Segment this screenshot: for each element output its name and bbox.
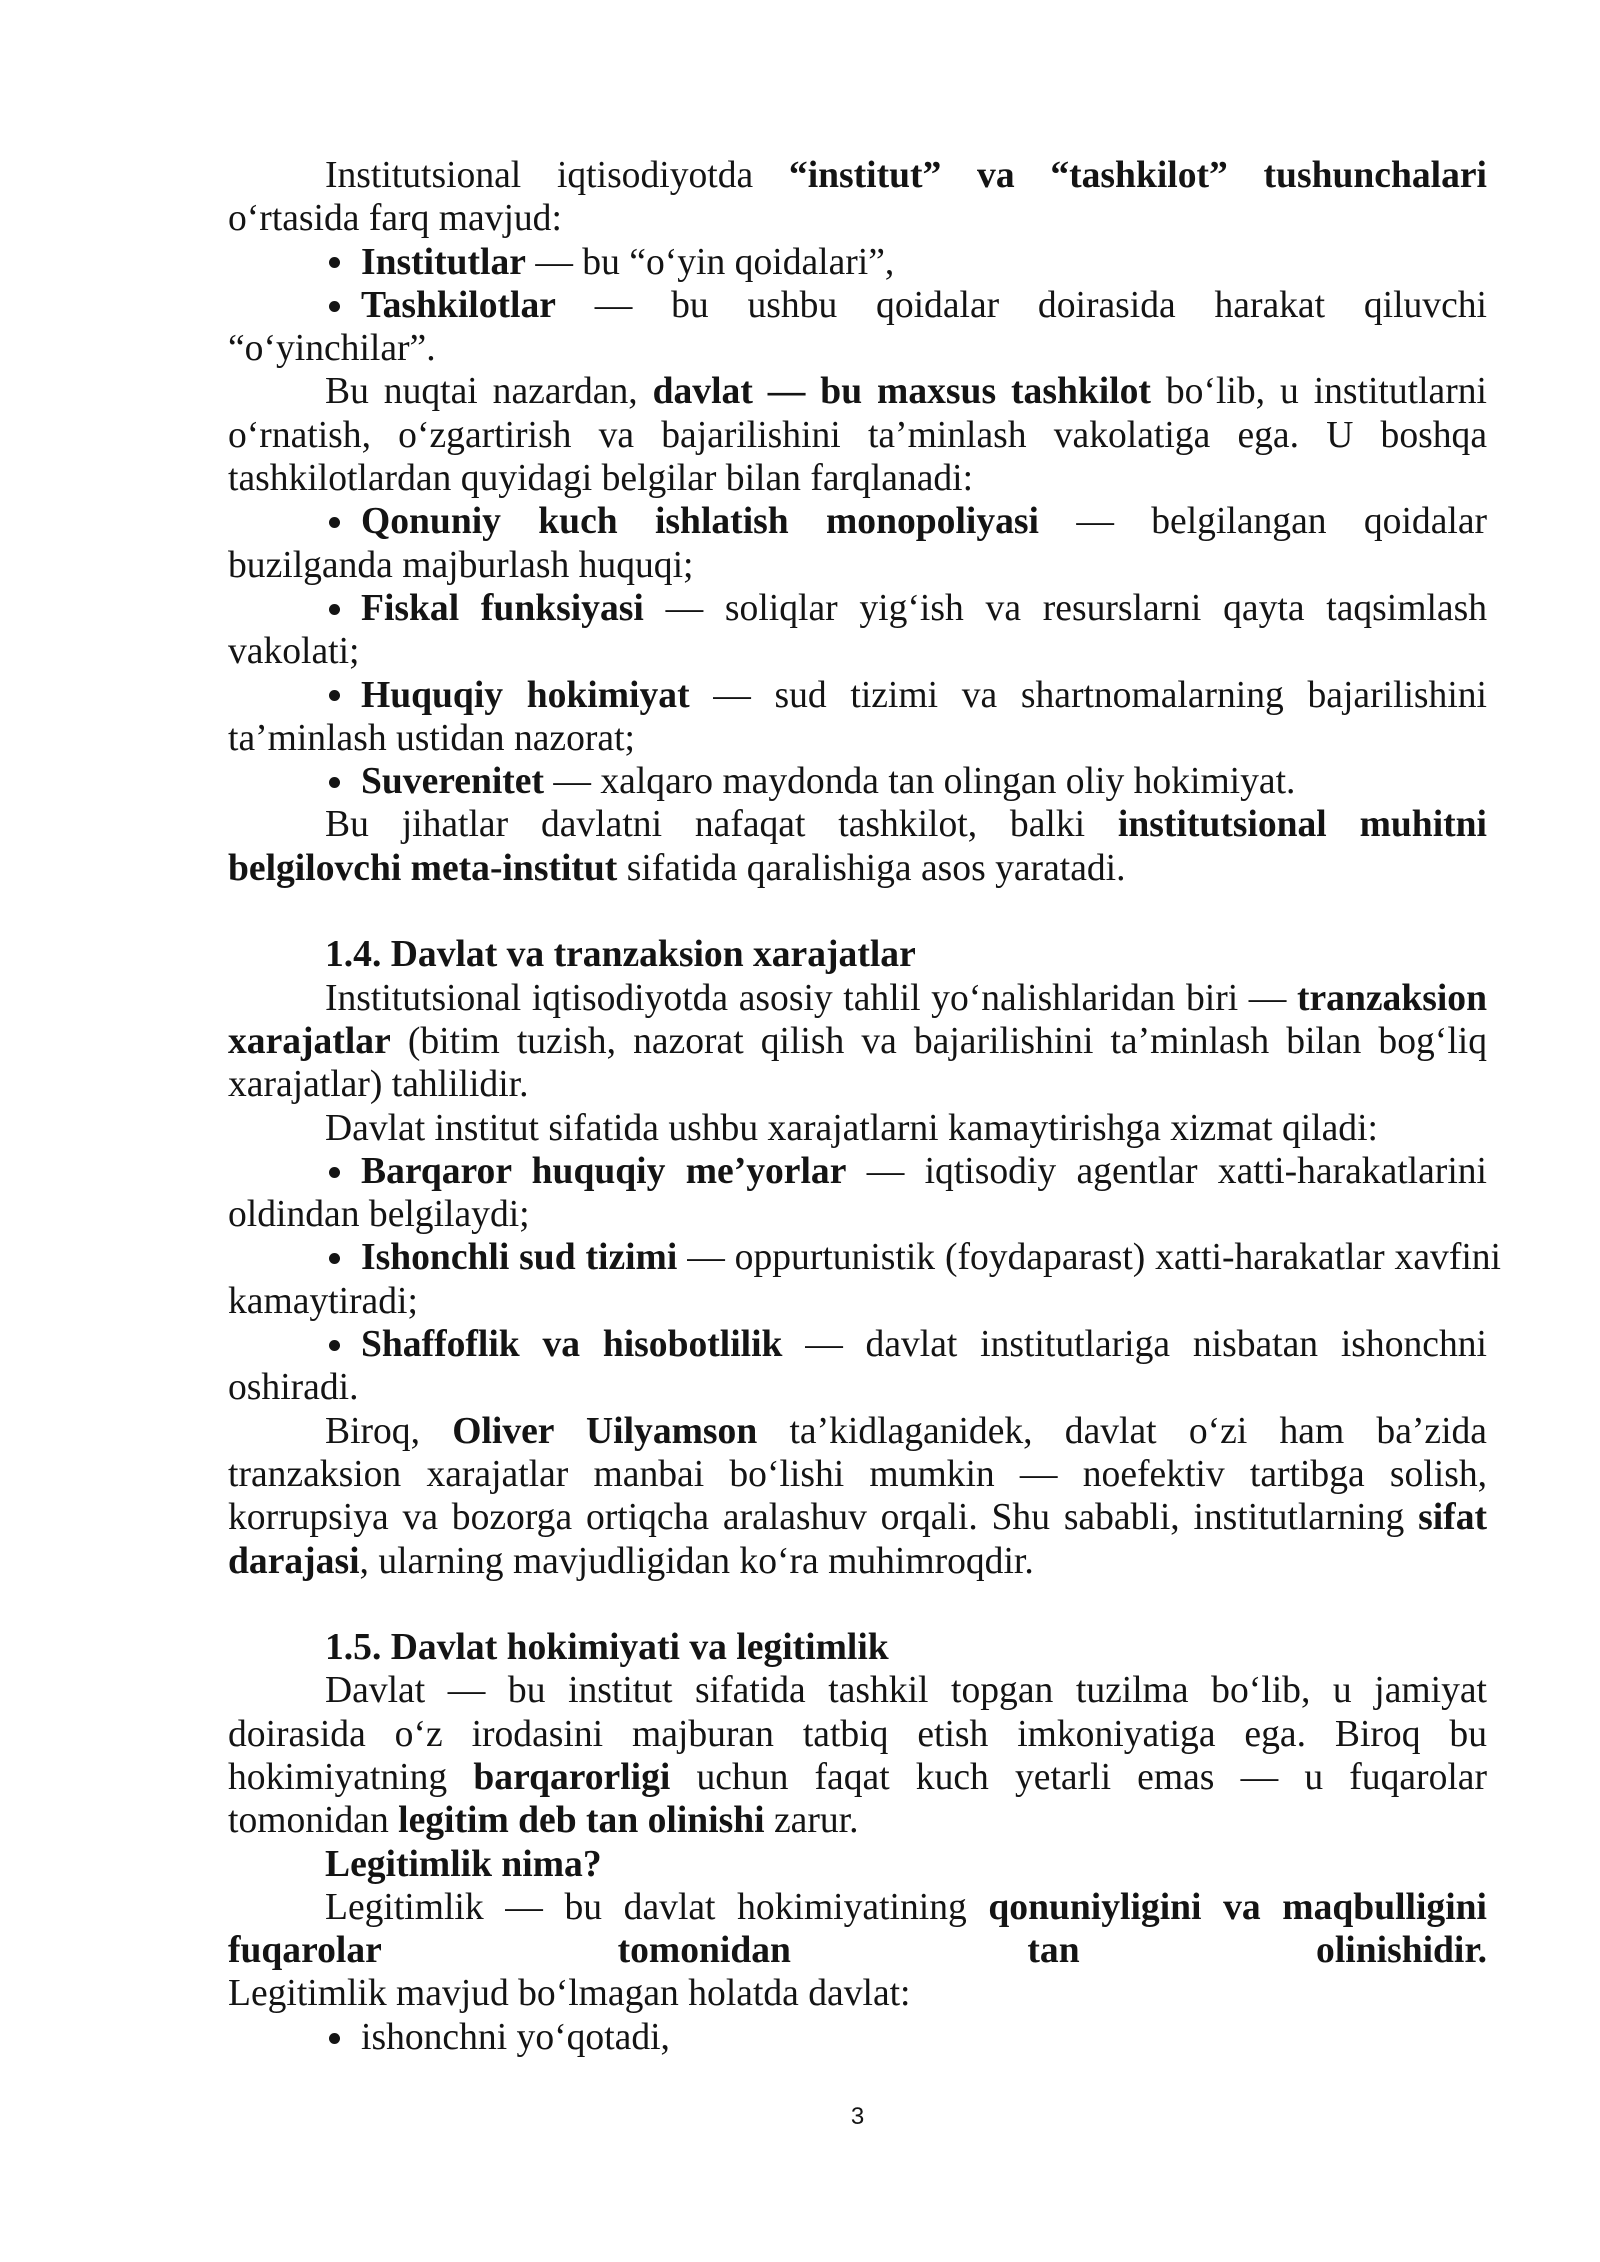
text-run: Davlat — bu institut sifatida tashkil topgan tuzilma bo‘lib, u jamiyat doirasida o‘z irodasini majburan tatbiq etish imkoniyatiga ega. Biroq bu hokimiyatning (228, 1670, 1487, 1798)
text-run: — davlat institutlariga nisbatan ishonchni oshiradi. (228, 1324, 1487, 1409)
bullet-icon (329, 1167, 340, 1178)
text-run: — oppurtunistik (foydaparast) xatti-harakatlar xavfini kamaytiradi; (228, 1237, 1502, 1322)
bullet-icon (329, 1253, 340, 1264)
text-run: , ularning mavjudligidan ko‘ra muhimroqdir. (359, 1540, 1034, 1582)
bullet-icon (329, 1340, 340, 1351)
text-run: zarur. (764, 1800, 859, 1842)
paragraph (228, 1107, 1487, 1150)
bold-text: Barqaror huquqiy me’yorlar (361, 1150, 847, 1192)
text-run: Legitimlik — bu davlat hokimiyatining (325, 1886, 989, 1928)
bold-text: Institutlar (361, 241, 526, 283)
text-run: — sud tizimi va shartnomalarning bajarilishini ta’minlash ustidan nazorat; (228, 674, 1487, 759)
text-run: Bu jihatlar davlatni nafaqat tashkilot, balki (325, 804, 1118, 846)
section-heading (228, 1626, 1487, 1669)
bullet-item (228, 500, 1487, 587)
bullet-item (228, 284, 1487, 371)
bullet-icon (329, 517, 340, 528)
bullet-item (228, 2016, 1487, 2059)
document-body (228, 154, 1502, 2059)
bullet-icon (329, 257, 340, 268)
paragraph (228, 977, 1487, 1107)
bullet-item (228, 1236, 1501, 1323)
text-run: ta’kidlaganidek, davlat o‘zi ham ba’zida tranzaksion xarajatlar manbai bo‘lishi mumkin — noefektiv tartibga solish, korrupsiya va bozorga ortiqcha aralashuv orqali. Shu sababli, institutlarning (228, 1410, 1487, 1539)
bold-text: 1.5. Davlat hokimiyati va legitimlik (325, 1627, 889, 1669)
text-run: bo‘lib, u institutlarni o‘rnatish, o‘zgartirish va bajarilishini ta’minlash vakolatiga ega. U boshqa tashkilotlardan quyidagi belgilar bilan farqlanadi: (228, 371, 1487, 500)
bold-text: Tashkilotlar (361, 284, 556, 326)
bold-text: institutsional muhitni belgilovchi meta-institut (228, 804, 1487, 889)
text-run: — belgilangan qoidalar buzilganda majburlash huquqi; (228, 501, 1488, 586)
text-run: (bitim tuzish, nazorat qilish va bajarilishini ta’minlash bilan bog‘liq xarajatlar) tahlilidir. (228, 1020, 1487, 1106)
text-run: ishonchni yo‘qotadi, (361, 2016, 670, 2058)
page-number: 3 (850, 2103, 865, 2130)
bullet-item (228, 674, 1487, 761)
bold-text: barqarorligi (473, 1756, 671, 1798)
bold-text: 1.4. Davlat va tranzaksion xarajatlar (325, 934, 916, 976)
paragraph (228, 370, 1487, 500)
paragraph (228, 803, 1487, 890)
paragraph (228, 154, 1487, 241)
text-run: — soliqlar yig‘ish va resurslarni qayta taqsimlash vakolati; (228, 587, 1487, 673)
text-run: Legitimlik mavjud bo‘lmagan holatda davlat: (228, 1973, 911, 2015)
bold-text: “institut” va “tashkilot” tushunchalari (788, 155, 1487, 196)
bullet-icon (329, 2033, 340, 2044)
bullet-icon (329, 604, 340, 615)
bold-text: Legitimlik nima? (325, 1843, 602, 1885)
text-run: Bu nuqtai nazardan, (325, 371, 653, 413)
bold-text: Suverenitet (361, 761, 544, 803)
section-heading (228, 933, 1487, 976)
bold-text: Fiskal funksiyasi (361, 587, 644, 629)
bullet-icon (329, 690, 340, 701)
bold-text: tranzaksion xarajatlar (228, 977, 1487, 1062)
bold-text: qonuniyligini va maqbulligini fuqarolar tomonidan tan olinishidir. (228, 1886, 1487, 1972)
bold-text: Huquqiy hokimiyat (361, 674, 690, 716)
bold-text: Oliver Uilyamson (452, 1410, 758, 1452)
text-run: o‘rtasida farq mavjud: (228, 198, 562, 240)
bullet-item (228, 760, 1487, 803)
bullet-item (228, 241, 1487, 284)
text-run: — bu “o‘yin qoidalari”, (525, 241, 895, 283)
bullet-item (228, 587, 1487, 674)
text-run: Institutsional iqtisodiyotda asosiy tahlil yo‘nalishlaridan biri — (325, 977, 1297, 1019)
bold-text: davlat — bu maxsus tashkilot (652, 371, 1151, 413)
text-run: sifatida qaralishiga asos yaratadi. (617, 847, 1126, 889)
text-run: — iqtisodiy agentlar xatti-harakatlarini oldindan belgilaydi; (228, 1150, 1487, 1236)
bullet-icon (329, 301, 340, 312)
text-run: uchun faqat kuch yetarli emas — u fuqarolar tomonidan (228, 1756, 1487, 1842)
paragraph (228, 1410, 1487, 1583)
bullet-icon (329, 777, 340, 788)
paragraph (228, 1972, 1487, 2015)
paragraph (228, 1669, 1487, 1842)
text-run: — bu ushbu qoidalar doirasida harakat qiluvchi “o‘yinchilar”. (228, 284, 1487, 370)
bullet-item (228, 1323, 1487, 1410)
bold-text: legitim deb tan olinishi (398, 1800, 765, 1842)
text-run: Institutsional iqtisodiyotda (325, 155, 789, 196)
subheading (228, 1843, 1487, 1886)
text-run: Biroq, (325, 1410, 453, 1452)
paragraph (228, 1886, 1487, 1973)
text-run: — xalqaro maydonda tan olingan oliy hokimiyat. (544, 761, 1296, 803)
bullet-item (228, 1150, 1487, 1237)
bold-text: Ishonchli sud tizimi (361, 1237, 678, 1279)
bold-text: sifat darajasi (228, 1497, 1487, 1582)
bold-text: Qonuniy kuch ishlatish monopoliyasi (361, 501, 1039, 543)
text-run: Davlat institut sifatida ushbu xarajatlarni kamaytirishga xizmat qiladi: (325, 1107, 1378, 1149)
bold-text: Shaffoflik va hisobotlilik (361, 1324, 783, 1366)
